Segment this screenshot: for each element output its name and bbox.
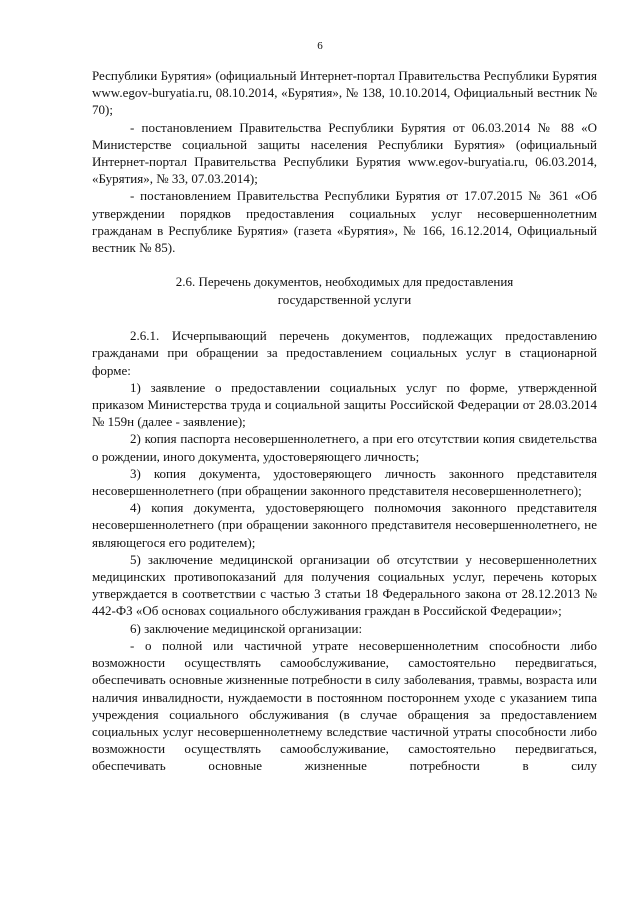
paragraph-continuation: Республики Бурятия» (официальный Интернет-портал Правительства Республики Бурятия www.egov-buryatia.ru, 08.10.2014, «Бурятия», № 138, 10.10.2014, Официальный вестник № 70); [92, 68, 597, 118]
paragraph-2-6-1: 2.6.1. Исчерпывающий перечень документов, подлежащих предоставлению гражданами при обращении за предоставлением социальных услуг в стационарной форме: [92, 328, 597, 378]
section-title-line-1: 2.6. Перечень документов, необходимых для предоставления [175, 274, 514, 290]
list-item-6: 6) заключение медицинской организации: [130, 620, 363, 636]
paragraph-decree-88: - постановлением Правительства Республики Бурятия от 06.03.2014 № 88 «О Министерстве социальной защиты населения Республики Бурятия» (официальный Интернет-портал Правительства Республики Бурятия www.egov-buryatia.ru, 06.03.2014, «Бурятия», № 33, 07.03.2014); [92, 119, 597, 187]
paragraph-decree-361: - постановлением Правительства Республики Бурятия от 17.07.2015 № 361 «Об утверждении порядков предоставления социальных услуг несовершеннолетним гражданам в Республике Бурятия» (газета «Бурятия», № 166, 16.12.2014, Официальный вестник № 85). [92, 188, 597, 256]
list-item-5: 5) заключение медицинской организации об отсутствии у несовершеннолетних медицинских противопоказаний для получения социальных услуг, перечень которых утверждается в соответствии с частью 3 статьи 18 Федерального закона от 28.12.2013 № 442-ФЗ «Об основах социального обслуживания граждан в Российской Федерации»; [92, 551, 597, 619]
page-number: 6 [317, 40, 323, 52]
document-body [92, 67, 597, 775]
section-title [92, 273, 597, 308]
list-item-4: 4) копия документа, удостоверяющего полномочия законного представителя несовершеннолетнего (при обращении законного представителя несовершеннолетнего, не являющегося его родителем); [92, 500, 597, 550]
list-item-2: 2) копия паспорта несовершеннолетнего, а при его отсутствии копия свидетельства о рождении, иного документа, удостоверяющего личность; [92, 431, 597, 464]
list-item-6-subitem: - о полной или частичной утрате несовершеннолетним способности либо возможности осуществлять самообслуживание, самостоятельно передвигаться, обеспечивать основные жизненные потребности в силу заболевания, травмы, возраста или наличия инвалидности, нуждаемости в постоянном постороннем уходе с указанием типа учреждения социального обслуживания (в случае обращения за предоставлением социальных услуг несовершеннолетнему вследствие частичной утраты способности либо возможности осуществлять самообслуживание, самостоятельно передвигаться, обеспечивать основные жизненные потребности в силу [92, 637, 597, 774]
document-list [92, 327, 597, 774]
list-item-1: 1) заявление о предоставлении социальных услуг по форме, утвержденной приказом Министерства труда и социальной защиты Российской Федерации от 28.03.2014 № 159н (далее - заявление); [92, 379, 597, 430]
section-title-line-2: государственной услуги [277, 291, 412, 307]
list-item-3: 3) копия документа, удостоверяющего личность законного представителя несовершеннолетнего (при обращении законного представителя несовершеннолетнего); [92, 465, 597, 499]
